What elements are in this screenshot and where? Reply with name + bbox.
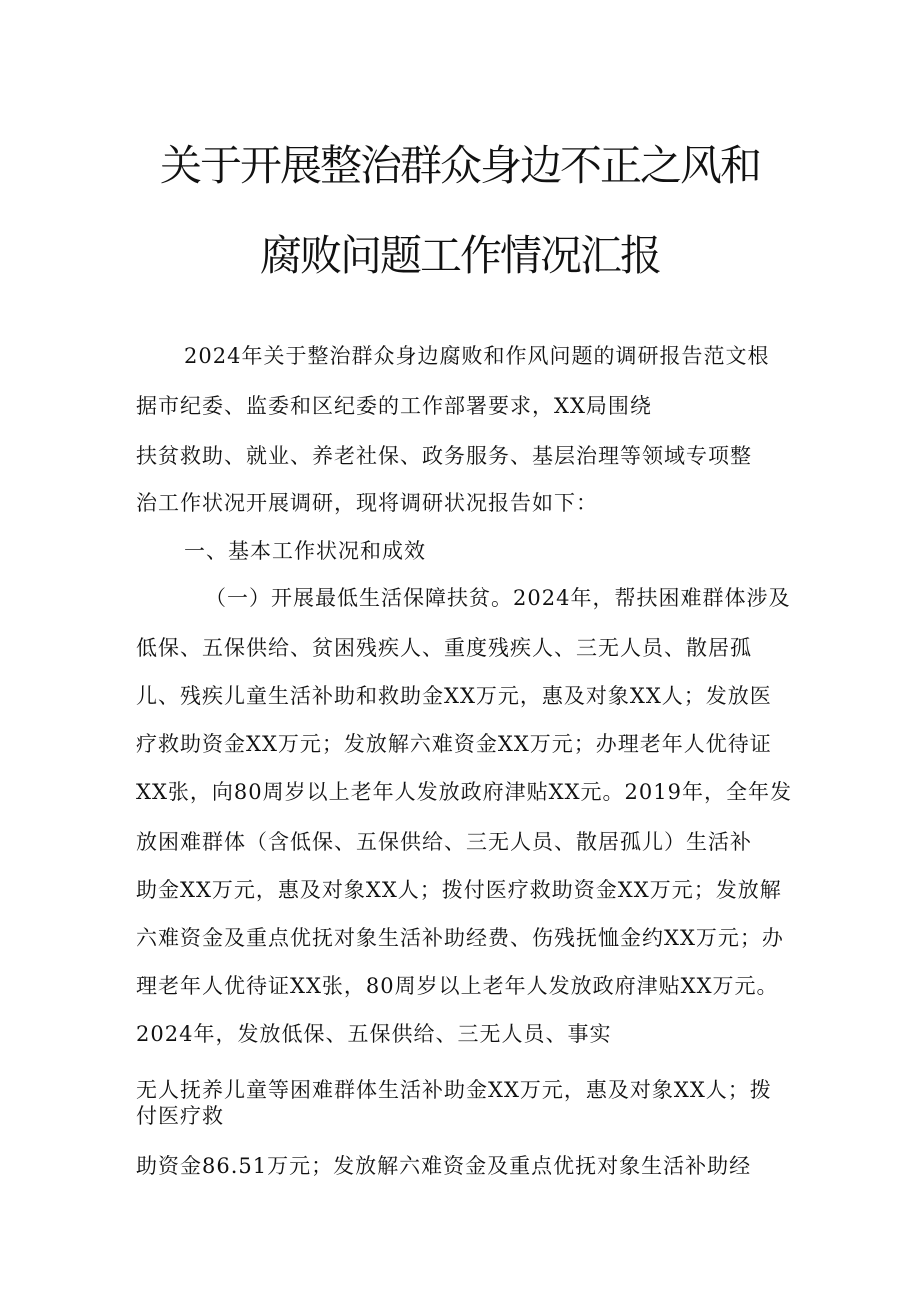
body-line: 治工作状况开展调研，现将调研状况报告如下： [136, 491, 598, 515]
subsection-heading-line: （一）开展最低生活保障扶贫。2024年，帮扶困难群体涉及 [205, 586, 791, 610]
document-title-line-1: 关于开展整治群众身边不正之风和 [159, 141, 760, 190]
section-heading: 一、基本工作状况和成效 [184, 539, 426, 563]
body-line: 助金XX万元，惠及对象XX人；拨付医疗救助资金XX万元；发放解 [136, 878, 782, 902]
body-line: 助资金86.51万元；发放解六难资金及重点优抚对象生活补助经 [136, 1154, 752, 1178]
body-line: 理老年人优待证XX张，80周岁以上老年人发放政府津贴XX万元。 [136, 974, 779, 998]
document-title-line-2: 腐败问题工作情况汇报 [259, 231, 660, 280]
body-line: 付医疗救 [136, 1104, 224, 1128]
body-line: XX张，向80周岁以上老年人发放政府津贴XX元。2019年，全年发 [136, 780, 792, 804]
body-line: 放困难群体（含低保、五保供给、三无人员、散居孤儿）生活补 [136, 830, 752, 854]
body-line: 2024年，发放低保、五保供给、三无人员、事实 [136, 1022, 612, 1046]
body-line: 六难资金及重点优抚对象生活补助经费、伤残抚恤金约XX万元；办 [136, 926, 784, 950]
body-line: 低保、五保供给、贫困残疾人、重度残疾人、三无人员、散居孤 [136, 636, 752, 660]
body-line: 扶贫救助、就业、养老社保、政务服务、基层治理等领域专项整 [136, 444, 752, 468]
body-line: 据市纪委、监委和区纪委的工作部署要求，XX局围绕 [136, 394, 652, 418]
body-line: 2024年关于整治群众身边腐败和作风问题的调研报告范文根 [184, 344, 770, 368]
body-line: 无人抚养儿童等困难群体生活补助金XX万元，惠及对象XX人；拨 [136, 1078, 772, 1102]
body-line: 儿、残疾儿童生活补助和救助金XX万元，惠及对象XX人；发放医 [136, 684, 772, 708]
body-line: 疗救助资金XX万元；发放解六难资金XX万元；办理老年人优待证 [136, 732, 772, 756]
